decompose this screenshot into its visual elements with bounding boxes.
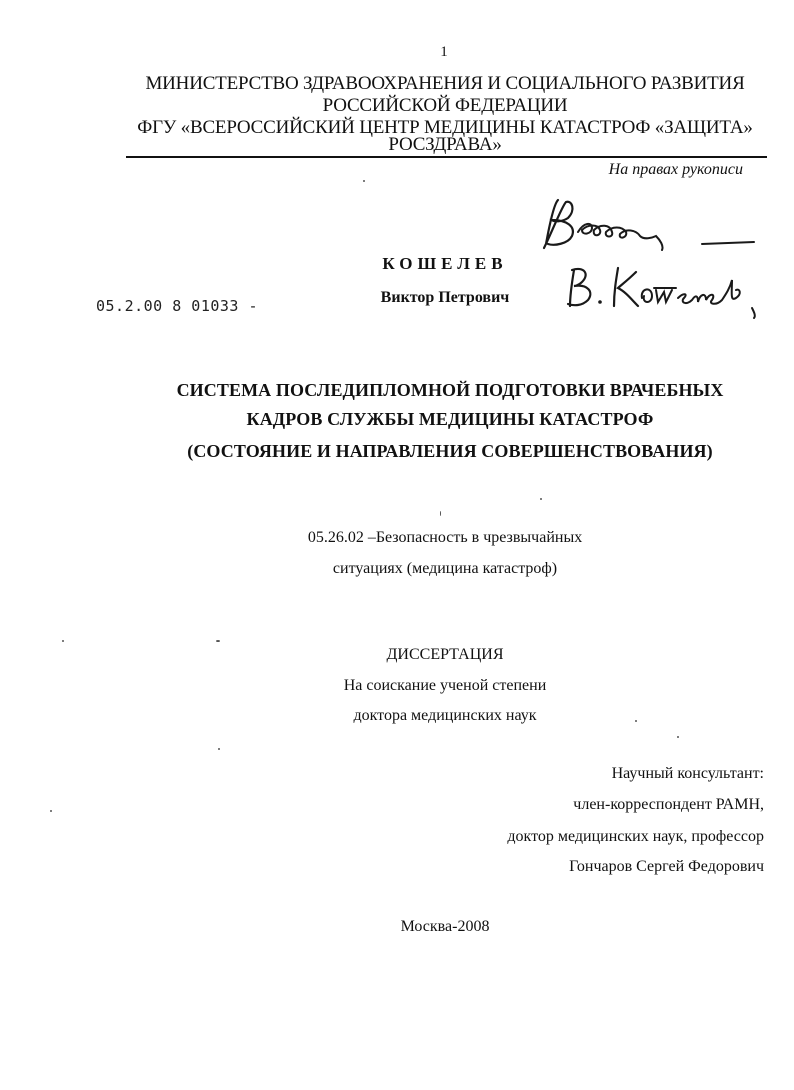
author-given-names: Виктор Петрович: [380, 289, 510, 306]
consultant-title-1: член-корреспондент РАМН,: [573, 796, 764, 813]
scan-speck: [216, 640, 220, 642]
consultant-label: Научный консультант:: [611, 765, 764, 782]
specialty-line-2: ситуациях (медицина катастроф): [332, 560, 558, 577]
scan-speck: [635, 720, 637, 722]
specialty-line-1: 05.26.02 –Безопасность в чрезвычайных: [307, 529, 583, 546]
city-year: Москва-2008: [400, 918, 490, 935]
dissertation-label: ДИССЕРТАЦИЯ: [386, 646, 504, 663]
signature-name: [560, 258, 765, 322]
title-line-1: СИСТЕМА ПОСЛЕДИПЛОМНОЙ ПОДГОТОВКИ ВРАЧЕБНЫХ: [176, 380, 724, 400]
scan-speck: [62, 640, 64, 642]
scan-speck: [363, 180, 365, 182]
dissertation-line-2: доктора медицинских наук: [353, 707, 537, 724]
title-line-3: (СОСТОЯНИЕ И НАПРАВЛЕНИЯ СОВЕРШЕНСТВОВАНИЯ): [187, 441, 713, 461]
rights-note: На правах рукописи: [608, 161, 743, 178]
signature-scribble: [532, 192, 762, 262]
scan-speck: [440, 511, 441, 516]
page-number: 1: [440, 44, 448, 60]
scan-speck: [218, 748, 220, 750]
consultant-title-2: доктор медицинских наук, профессор: [507, 828, 764, 845]
scan-speck: [677, 736, 679, 738]
scan-speck: [540, 498, 542, 500]
ministry-line-2: РОССИЙСКОЙ ФЕДЕРАЦИИ: [322, 95, 568, 116]
scan-speck: [50, 810, 52, 812]
dissertation-line-1: На соискание ученой степени: [343, 677, 547, 694]
title-line-2: КАДРОВ СЛУЖБЫ МЕДИЦИНЫ КАТАСТРОФ: [246, 409, 654, 429]
center-line-1: ФГУ «ВСЕРОССИЙСКИЙ ЦЕНТР МЕДИЦИНЫ КАТАСТРОФ «ЗАЩИТА»: [137, 117, 753, 138]
author-surname: КОШЕЛЕВ: [382, 254, 508, 273]
library-stamp-number: 05.2.00 8 01033 -: [96, 297, 259, 315]
center-line-2: РОСЗДРАВА»: [388, 134, 502, 155]
consultant-name: Гончаров Сергей Федорович: [569, 858, 764, 875]
header-rule: [126, 156, 767, 158]
ministry-line-1: МИНИСТЕРСТВО ЗДРАВООХРАНЕНИЯ И СОЦИАЛЬНОГО РАЗВИТИЯ: [145, 73, 745, 94]
